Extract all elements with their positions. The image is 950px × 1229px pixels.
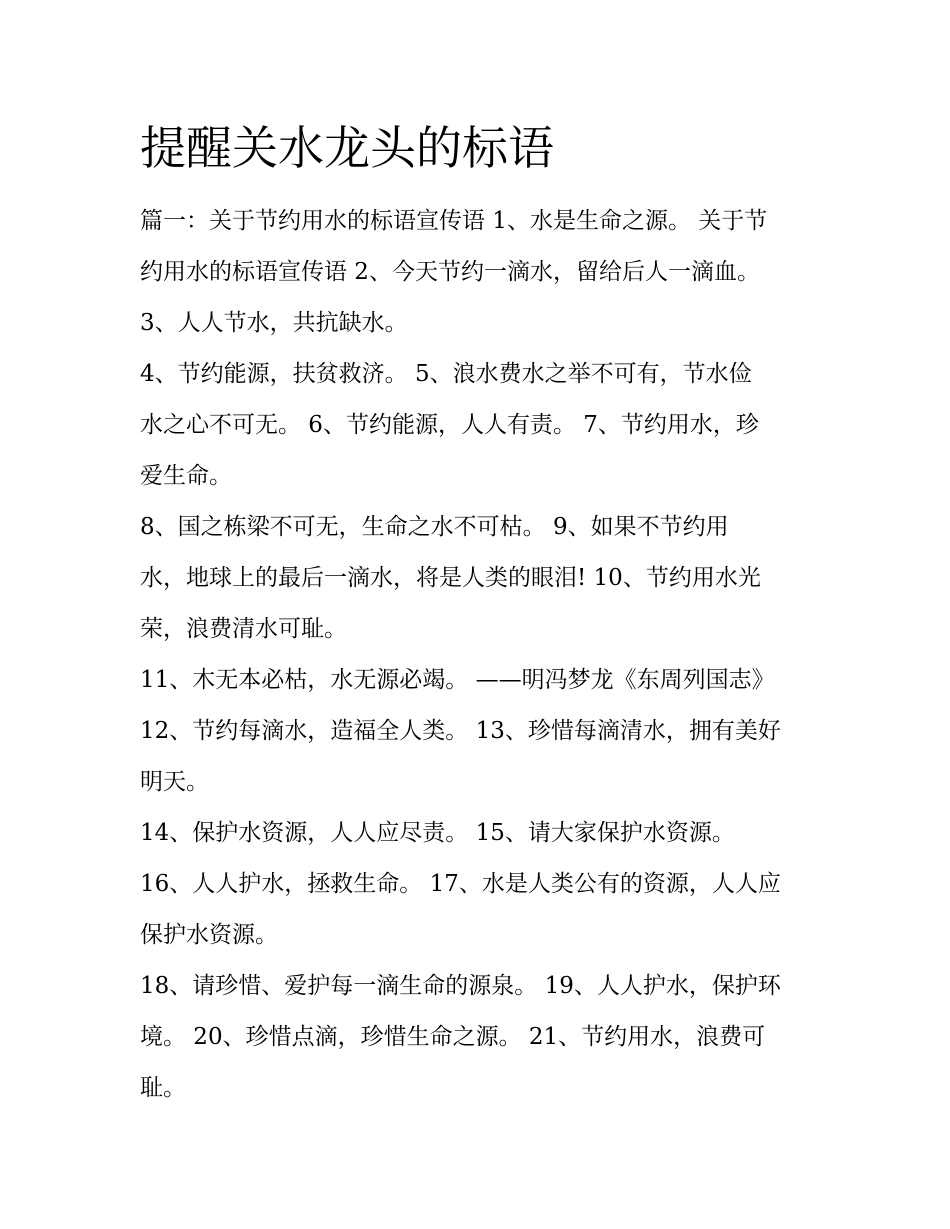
text-line: 16、人人护水，拯救生命。 17、水是人类公有的资源，人人应: [140, 871, 781, 897]
document-body: [140, 196, 820, 1114]
text-line: 水，地球上的最后一滴水，将是人类的眼泪! 10、节约用水光: [140, 565, 761, 591]
text-line: 11、木无本必枯，水无源必竭。 ——明冯梦龙《东周列国志》: [140, 667, 775, 693]
text-line: 明天。: [140, 769, 209, 795]
text-line: 耻。: [140, 1075, 186, 1101]
page-title: 提醒关水龙头的标语: [140, 121, 554, 175]
text-line: 3、人人节水，共抗缺水。: [140, 310, 408, 336]
text-line: 篇一：关于节约用水的标语宣传语 1、水是生命之源。 关于节: [140, 208, 768, 234]
text-line: 水之心不可无。 6、节约能源，人人有责。 7、节约用水，珍: [140, 412, 759, 438]
text-line: 18、请珍惜、爱护每一滴生命的源泉。 19、人人护水，保护环: [140, 973, 781, 999]
text-line: 爱生命。: [140, 463, 232, 489]
text-line: 4、节约能源，扶贫救济。 5、浪水费水之举不可有，节水俭: [140, 361, 752, 387]
text-line: 12、节约每滴水，造福全人类。 13、珍惜每滴清水，拥有美好: [140, 718, 781, 744]
text-line: 14、保护水资源，人人应尽责。 15、请大家保护水资源。: [140, 820, 735, 846]
text-line: 8、国之栋梁不可无，生命之水不可枯。 9、如果不节约用: [140, 514, 729, 540]
text-line: 保护水资源。: [140, 922, 278, 948]
text-line: 境。 20、珍惜点滴，珍惜生命之源。 21、节约用水，浪费可: [140, 1024, 766, 1050]
text-line: 约用水的标语宣传语 2、今天节约一滴水，留给后人一滴血。: [140, 259, 760, 285]
text-line: 荣，浪费清水可耻。: [140, 616, 347, 642]
